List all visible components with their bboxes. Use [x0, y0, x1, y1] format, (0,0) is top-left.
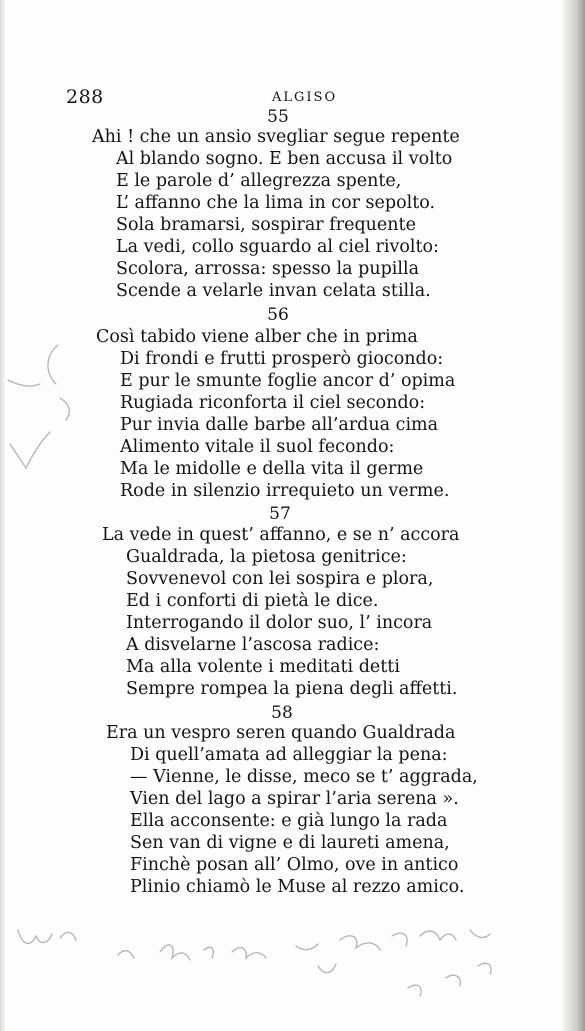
verse-line: La vede in quest’ affanno, e se n’ accora — [102, 525, 460, 545]
verse-line: Di quell’amata ad alleggiar la pena: — [130, 745, 448, 765]
verse-line: Ma le midolle e della vita il germe — [120, 459, 424, 479]
verse-line: Ella acconsente: e già lungo la rada — [130, 811, 448, 831]
verse-line: E le parole d’ allegrezza spente, — [116, 171, 402, 191]
stanza-number: 56 — [267, 305, 289, 325]
verse-line: Sempre rompea la piena degli affetti. — [126, 679, 458, 699]
verse-line: Alimento vitale il suol fecondo: — [120, 437, 395, 457]
verse-line: — Vienne, le disse, meco se t’ aggrada, — [130, 767, 478, 787]
verse-line: Finchè posan all’ Olmo, ove in antico — [130, 855, 459, 875]
verse-line: Al blando sogno. E ben accusa il volto — [116, 149, 453, 169]
verse-line: Così tabido viene alber che in prima — [96, 327, 418, 347]
verse-line: A disvelarne l’ascosa radice: — [126, 635, 380, 655]
running-head: ALGISO — [272, 90, 338, 105]
verse-line: Era un vespro seren quando Gualdrada — [106, 723, 456, 743]
page-edge-shadow-left — [0, 0, 6, 1031]
verse-line: Ma alla volente i meditati detti — [126, 657, 400, 677]
stanza-number: 55 — [267, 107, 289, 127]
stanza-number: 58 — [271, 703, 293, 723]
verse-line: Interrogando il dolor suo, l’ incora — [126, 613, 433, 633]
verse-line: Ed i conforti di pietà le dice. — [126, 591, 379, 611]
verse-line: Di frondi e frutti prosperò giocondo: — [120, 349, 444, 369]
verse-line: La vedi, collo sguardo al ciel rivolto: — [116, 237, 439, 257]
verse-line: Vien del lago a spirar l’aria serena ». — [130, 789, 459, 809]
verse-line: Scende a velarle invan celata stilla. — [116, 281, 431, 301]
verse-line: Gualdrada, la pietosa genitrice: — [126, 547, 407, 567]
verse-line: Sen van di vigne e di laureti amena, — [130, 833, 450, 853]
verse-line: Sola bramarsi, sospirar frequente — [116, 215, 416, 235]
verse-line: Rode in silenzio irrequieto un verme. — [120, 481, 450, 501]
verse-line: Rugiada riconforta il ciel secondo: — [120, 393, 426, 413]
verse-line: Plinio chiamò le Muse al rezzo amico. — [130, 877, 465, 897]
verse-line: L’ affanno che la lima in cor sepolto. — [116, 193, 436, 213]
stanza-number: 57 — [269, 504, 291, 524]
verse-line: Ahi ! che un ansio svegliar segue repente — [92, 127, 460, 147]
verse-line: E pur le smunte foglie ancor d’ opima — [120, 371, 456, 391]
page-edge-shadow-right — [563, 0, 585, 1031]
page-number: 288 — [66, 86, 104, 108]
verse-line: Pur invia dalle barbe all’ardua cima — [120, 415, 439, 435]
verse-line: Scolora, arrossa: spesso la pupilla — [116, 259, 420, 279]
verse-line: Sovvenevol con lei sospira e plora, — [126, 569, 434, 589]
